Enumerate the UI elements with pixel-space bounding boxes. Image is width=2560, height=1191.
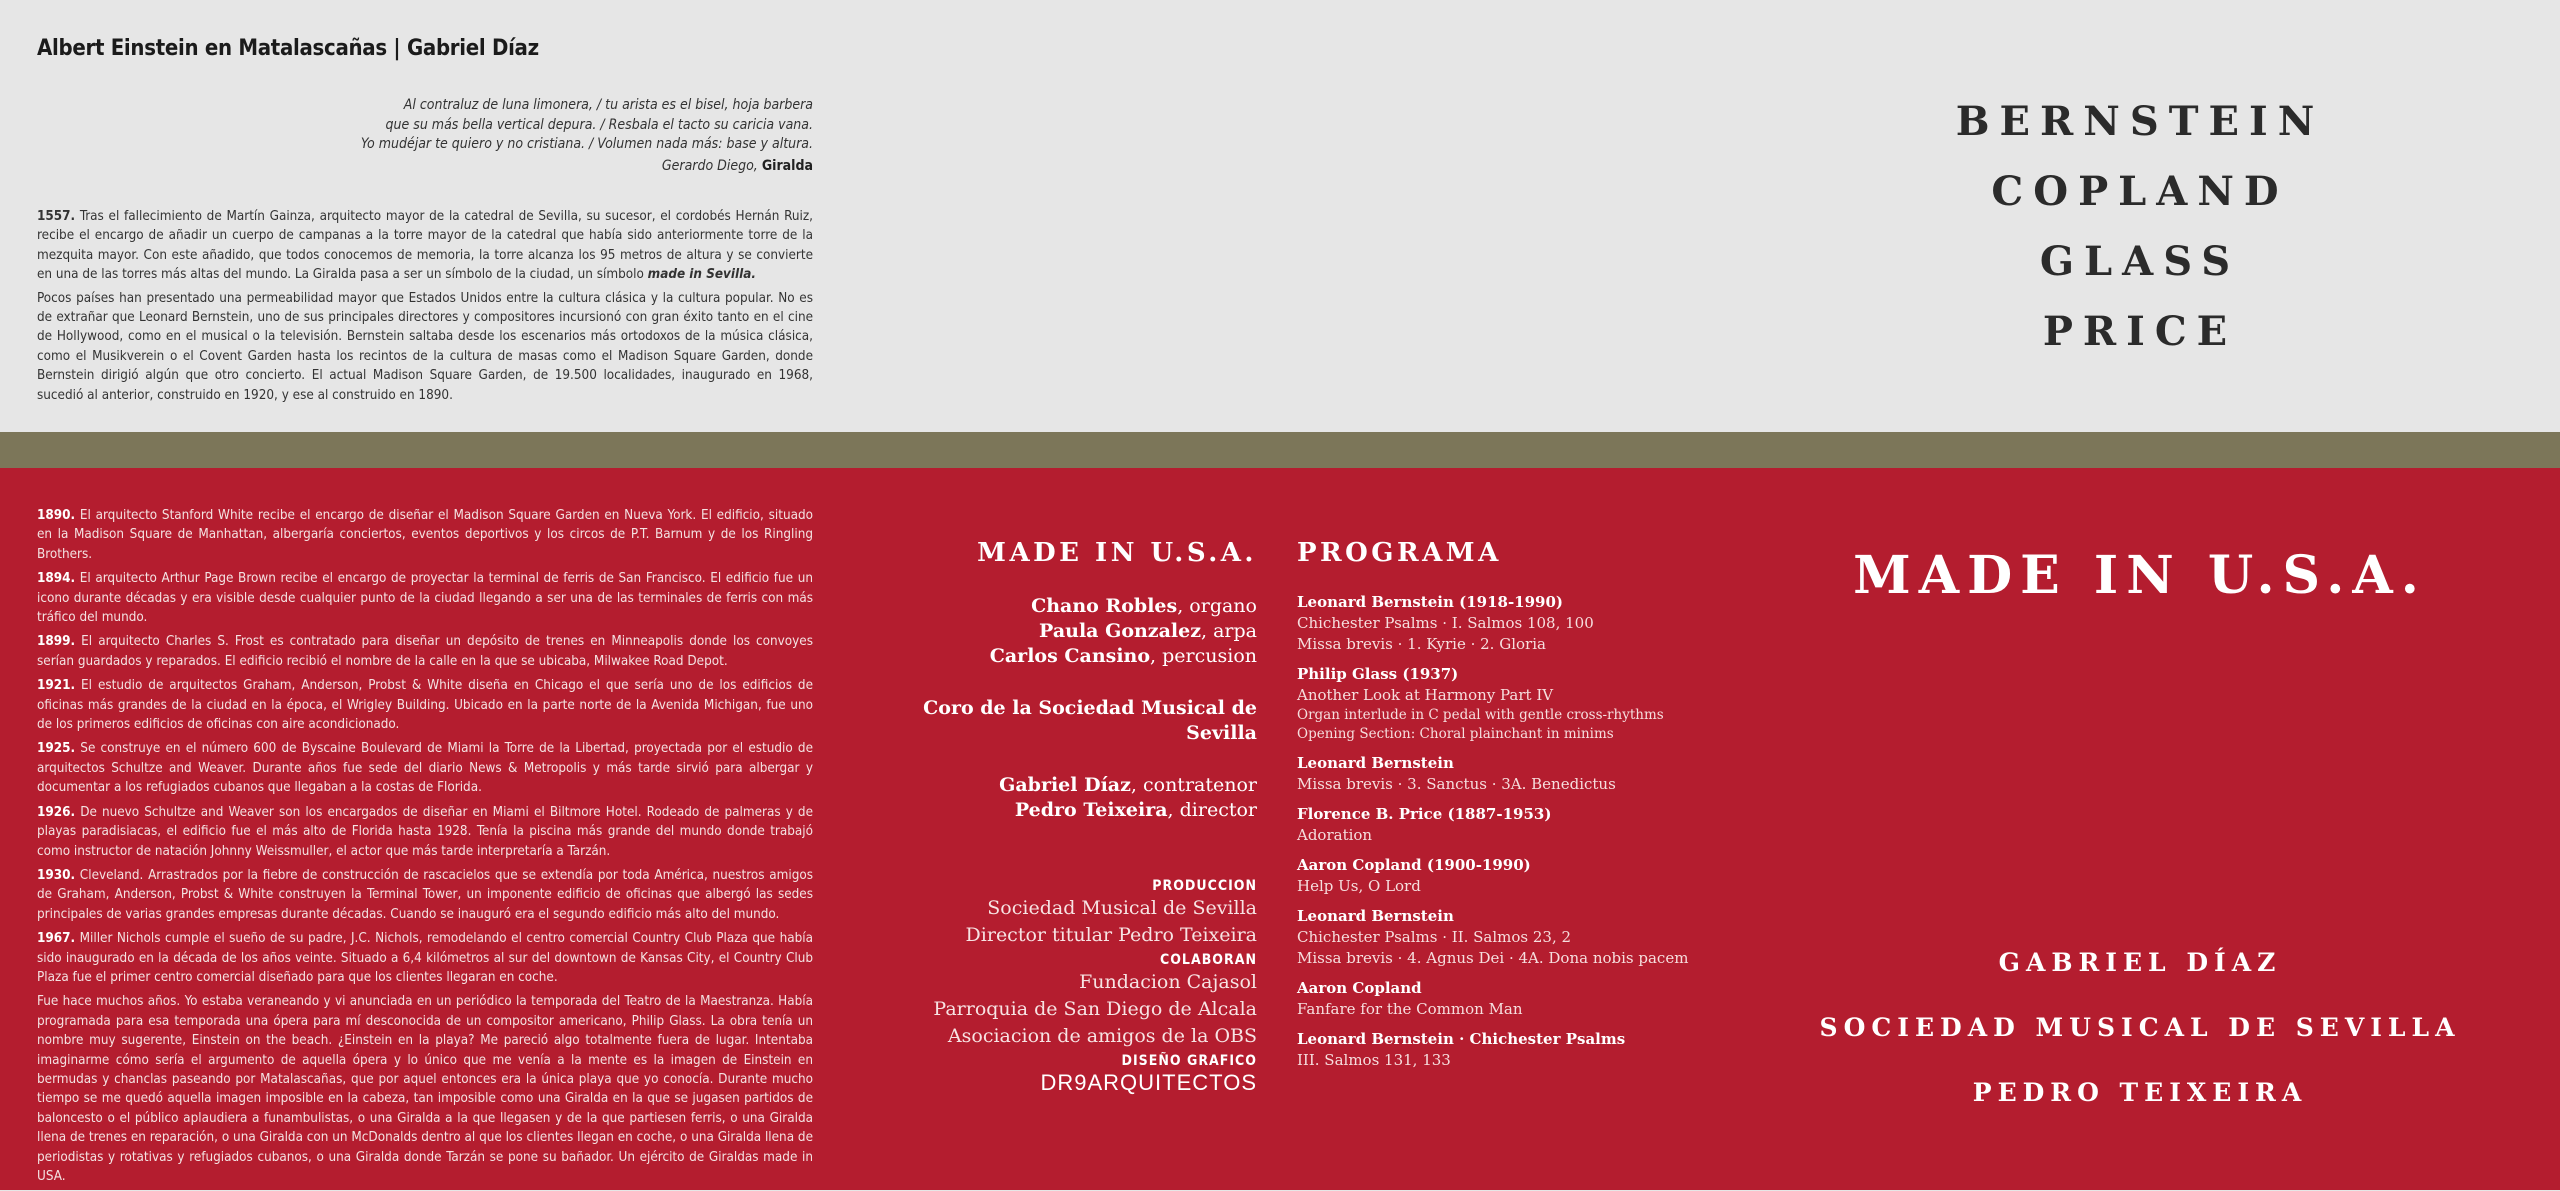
program-item — [1297, 906, 1757, 969]
program-item — [1297, 1029, 1757, 1071]
performer-name: Carlos Cansino — [989, 645, 1151, 667]
program-composer: Philip Glass (1937) — [1297, 665, 1459, 683]
program-work: Missa brevis · 4. Agnus Dei · 4A. Dona nobis pacem — [1297, 949, 1689, 967]
performer — [860, 773, 1257, 798]
program-work: III. Salmos 131, 133 — [1297, 1051, 1451, 1069]
performer-name: Pedro Teixeira — [1014, 799, 1168, 821]
timeline-entry — [37, 992, 813, 1186]
program-work: Help Us, O Lord — [1297, 877, 1421, 895]
produccion-label: PRODUCCION — [1152, 878, 1257, 894]
paragraph-text: Tras el fallecimiento de Martín Gainza, arquitecto mayor de la catedral de Sevilla, su sucesor, el cordobés Hernán Ruiz, recibe el encargo de añadir un cuerpo de campanas a la torre mayor de la catedral que había sido anteriormente torre de la mezquita mayor. Con este añadido, que todos conocemos de memoria, la torre alcanza los 95 metros de altura y se convierte en una de las torres más altas del mundo. La Giralda pasa a ser un símbolo de la ciudad, un símbolo — [37, 209, 813, 283]
cover-name: SOCIEDAD MUSICAL DE SEVILLA — [1819, 1013, 2461, 1042]
poem-attribution — [73, 157, 813, 177]
performer-name: Chano Robles — [1031, 595, 1178, 617]
performer — [860, 594, 1257, 619]
emphasis-text: made in Sevilla. — [647, 267, 756, 283]
program-item — [1297, 804, 1757, 846]
composer-name: BERNSTEIN — [1955, 98, 2325, 145]
year-label: 1926. — [37, 804, 76, 820]
paragraph-text: El arquitecto Stanford White recibe el encargo de diseñar el Madison Square Garden en Nueva York. El edificio, situado en la Madison Square de Manhattan, albergaría conciertos, eventos deportivos y los circos de P.T. Barnum y de los Ringling Brothers. — [37, 508, 813, 562]
year-label: 1925. — [37, 741, 76, 757]
paragraph-text: Pocos países han presentado una permeabilidad mayor que Estados Unidos entre la cultura clásica y la cultura popular. No es de extrañar que Leonard Bernstein, uno de sus principales directores y compositores incursionó con gran éxito tanto en el cine de Hollywood, como en el musical o la televisión. Bernstein saltaba desde los escenarios más ortodoxos de la música clásica, como el Musikverein o el Covent Garden hasta los recintos de la cultura de masas como el Madison Square Garden, donde Bernstein dirigió algún que otro concierto. El actual Madison Square Garden, de 19.500 localidades, inaugurado en 1968, sucedió al anterior, construido en 1920, y ese al construido en 1890. — [37, 290, 813, 403]
composer-list — [1800, 92, 2480, 372]
paragraph-text: Miller Nichols cumple el sueño de su padre, J.C. Nichols, remodelando el centro comercial Country Club Plaza que había sido inaugurado en la década de los años veinte. Situado a 6,4 kilómetros al sur del downtown de Kansas City, el Country Club Plaza fue el primer centro comercial diseñado para que los clientes llegaran en coche. — [37, 931, 813, 985]
credits-column — [860, 538, 1257, 1096]
program-composer: Aaron Copland (1900-1990) — [1297, 856, 1531, 874]
choir-name — [860, 696, 1257, 746]
program-item — [1297, 753, 1757, 795]
poem-work: Giralda — [761, 157, 813, 174]
program-item — [1297, 978, 1757, 1020]
program-column — [1297, 538, 1757, 1080]
intro-paragraph — [37, 207, 813, 285]
program-work: Missa brevis · 1. Kyrie · 2. Gloria — [1297, 635, 1546, 653]
performer — [860, 644, 1257, 669]
colaboran-label: COLABORAN — [1159, 952, 1257, 968]
performer-role: , arpa — [1201, 620, 1257, 642]
performer-role: , contratenor — [1130, 774, 1257, 796]
poem-author: Gerardo Diego, — [661, 157, 758, 174]
paragraph-text: Cleveland. Arrastrados por la fiebre de construcción de rascacielos que se extendía por toda América, nuestros amigos de Graham, Anderson, Probst & White construyen la Terminal Tower, un imponente edificio de oficinas que albergó las sedes principales de varias grandes empresas durante décadas. Cuando se inauguró era el segundo edificio más alto del mundo. — [37, 867, 813, 922]
cover-name: PEDRO TEIXEIRA — [1972, 1078, 2308, 1107]
produccion-line: Sociedad Musical de Sevilla — [987, 897, 1257, 919]
colaboran-line: Fundacion Cajasol — [1079, 971, 1257, 993]
produccion-line: Director titular Pedro Teixeira — [965, 924, 1257, 946]
choir-label: Coro de la Sociedad Musical de Sevilla — [923, 697, 1257, 744]
year-label: 1890. — [37, 508, 76, 523]
poem-line: Yo mudéjar te quiero y no cristiana. / Volumen nada más: base y altura. — [360, 136, 813, 152]
intro-paragraph — [37, 289, 813, 405]
program-item — [1297, 592, 1757, 655]
timeline-entry — [37, 803, 813, 861]
composer-name: COPLAND — [1991, 168, 2289, 215]
poem-line: que su más bella vertical depura. / Resbala el tacto su caricia vana. — [385, 116, 813, 133]
program-work: Another Look at Harmony Part IV — [1297, 686, 1554, 704]
credits-title: MADE IN U.S.A. — [977, 538, 1257, 568]
page-title: Albert Einstein en Matalascañas | Gabriel Díaz — [37, 36, 539, 61]
program-work: Fanfare for the Common Man — [1297, 1000, 1523, 1018]
program-work: Missa brevis · 3. Sanctus · 3A. Benedictus — [1297, 775, 1616, 793]
program-work: Chichester Psalms · I. Salmos 108, 100 — [1297, 614, 1594, 632]
composer-name: PRICE — [2042, 308, 2238, 355]
performer-role: , organo — [1177, 595, 1257, 617]
performer-name: Gabriel Díaz — [999, 774, 1131, 796]
paragraph-text: De nuevo Schultze and Weaver son los encargados de diseñar en Miami el Biltmore Hotel. Rodeado de palmeras y de playas paradisiacas, el edificio fue el más alto de Florida hasta 1928. Tenía la piscina más grande del mundo donde trabajó como instructor de natación Johnny Weissmuller, el actor que más tarde interpretaría a Tarzán. — [37, 804, 813, 859]
timeline-entry — [37, 929, 813, 987]
composer-name: GLASS — [2039, 238, 2241, 285]
program-note: Organ interlude in C pedal with gentle cross-rhythms — [1297, 707, 1664, 723]
colaboran-line: Asociacion de amigos de la OBS — [947, 1025, 1257, 1047]
timeline-entry — [37, 569, 813, 627]
paragraph-text: El arquitecto Charles S. Frost es contratado para diseñar un depósito de trenes en Minneapolis donde los convoyes serían guardados y reparados. El edificio recibió el nombre de la calle en la que se ubicaba, Milwakee Road Depot. — [37, 634, 813, 669]
poem-quote — [73, 96, 813, 176]
cover-name: GABRIEL DÍAZ — [1998, 948, 2282, 977]
program-composer: Leonard Bernstein (1918-1990) — [1297, 593, 1564, 611]
program-item — [1297, 855, 1757, 897]
program-item — [1297, 664, 1757, 744]
year-label: 1930. — [37, 867, 76, 883]
year-label: 1899. — [37, 634, 76, 650]
cover-names — [1800, 940, 2480, 1135]
year-label: 1557. — [37, 209, 76, 224]
program-list — [1297, 592, 1757, 1071]
divider-band — [0, 432, 2560, 468]
timeline-entry — [37, 632, 813, 671]
timeline-text — [37, 506, 813, 1191]
program-work: Chichester Psalms · II. Salmos 23, 2 — [1297, 928, 1572, 946]
year-label: 1894. — [37, 571, 76, 587]
program-title: PROGRAMA — [1297, 538, 1502, 568]
performer — [860, 619, 1257, 644]
program-composer: Leonard Bernstein · Chichester Psalms — [1297, 1030, 1626, 1048]
year-label: 1967. — [37, 931, 76, 947]
paragraph-text: Fue hace muchos años. Yo estaba veraneando y vi anunciada en un periódico la temporada del Teatro de la Maestranza. Había programada para esa temporada una ópera para mí desconocida de un compositor americano, Philip Glass. La obra tenía un nombre muy sugerente, Einstein on the beach. ¿Einstein en la playa? Me pareció algo totalmente fuera de lugar. Intentaba imaginarme cómo sería el argumento de aquella ópera y lo único que me venía a la mente es la imagen de Einstein en bermudas y chanclas paseando por Matalascañas, que por aquel entonces era la única playa que yo conocía. Durante mucho tiempo se me quedó aquella imagen imposible en la cabeza, tan imposible como una Giralda en la que se jugasen partidos de baloncesto o el público aplaudiera a funambulistas, o una Giralda a la que llegasen y de la que partiesen ferris, o una Giralda llena de trenes en reparación, o una Giralda con un McDonalds dentro al que los clientes llegan en coche, o una Giralda llena de periodistas y rotativas y refugiados cubanos, o una Giralda donde Tarzán se pone su bañador. Un ejército de Giraldas made in USA. — [37, 994, 813, 1184]
timeline-entry — [37, 676, 813, 734]
program-composer: Florence B. Price (1887-1953) — [1297, 805, 1552, 823]
timeline-entry — [37, 506, 813, 564]
performer — [860, 798, 1257, 823]
program-work: Adoration — [1297, 826, 1373, 844]
diseno-label: DISEÑO GRAFICO — [1121, 1053, 1257, 1069]
poem-line: Al contraluz de luna limonera, / tu arista es el bisel, hoja barbera — [403, 97, 813, 113]
program-composer: Leonard Bernstein — [1297, 907, 1454, 925]
colaboran-line: Parroquia de San Diego de Alcala — [933, 998, 1257, 1020]
program-note: Opening Section: Choral plainchant in minims — [1297, 726, 1614, 742]
designer-logo: DR9ARQUITECTOS — [1040, 1070, 1257, 1095]
paragraph-text: Se construye en el número 600 de Byscaine Boulevard de Miami la Torre de la Libertad, proyectada por el estudio de arquitectos Schultze and Weaver. Durante años fue sede del diario News & Metropolis y más tarde sirvió para albergar y documentar a los refugiados cubanos que llegaban a la costas de Florida. — [37, 741, 813, 796]
cover-title: MADE IN U.S.A. — [1853, 545, 2427, 606]
intro-text — [37, 207, 813, 409]
performer-name: Paula Gonzalez — [1039, 620, 1202, 642]
timeline-entry — [37, 739, 813, 797]
timeline-entry — [37, 866, 813, 924]
program-composer: Aaron Copland — [1297, 979, 1422, 997]
paragraph-text: El arquitecto Arthur Page Brown recibe el encargo de proyectar la terminal de ferris de San Francisco. El edificio fue un icono durante décadas y era visible desde cualquier punto de la ciudad llegando a ser una de las terminales de ferris con más tráfico del mundo. — [37, 571, 813, 626]
program-composer: Leonard Bernstein — [1297, 754, 1454, 772]
performer-role: , director — [1167, 799, 1257, 821]
year-label: 1921. — [37, 678, 76, 694]
paragraph-text: El estudio de arquitectos Graham, Anderson, Probst & White diseña en Chicago el que sería uno de los edificios de oficinas más grandes de la ciudad en la época, el Wrigley Building. Ubicado en la parte norte de la Avenida Michigan, fue uno de los primeros edificios de oficinas con aire acondicionado. — [37, 678, 813, 733]
performer-role: , percusion — [1150, 645, 1257, 667]
